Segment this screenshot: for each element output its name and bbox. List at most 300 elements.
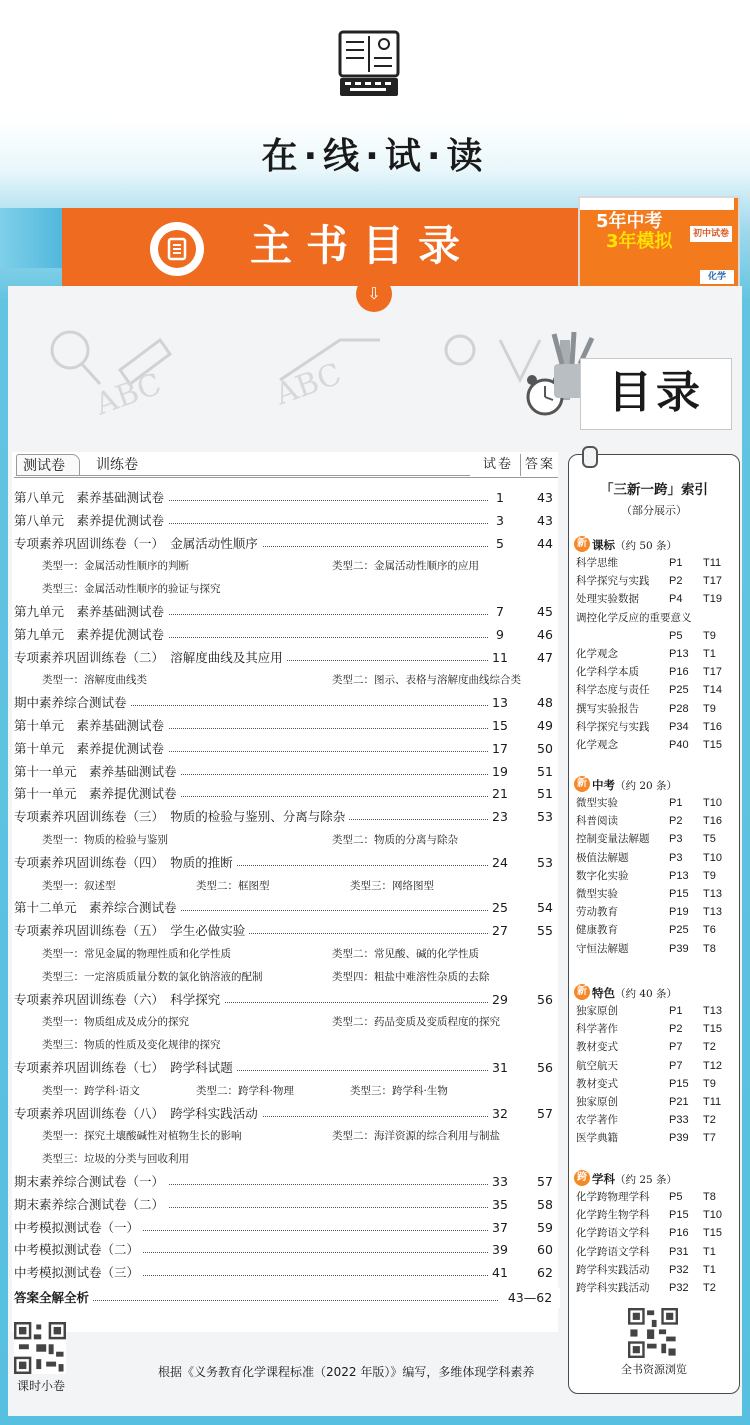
toc-row[interactable] xyxy=(14,1195,558,1215)
toc-row[interactable] xyxy=(14,1104,558,1124)
index-entry[interactable] xyxy=(576,885,736,903)
toc-row-paper-page: 13 xyxy=(488,693,512,713)
toc-row-paper-page: 32 xyxy=(488,1104,512,1124)
toc-row-answer-page: 59 xyxy=(537,1219,553,1235)
reading-device-icon xyxy=(336,28,412,100)
toc-row-answer-page: 56 xyxy=(537,991,553,1007)
index-entry-question: T16 xyxy=(703,720,722,733)
toc-row-answer-page: 62 xyxy=(537,1265,553,1281)
index-entry[interactable] xyxy=(576,1188,736,1206)
index-subtitle: （部分展示） xyxy=(621,504,687,517)
toc-row-answer-page: 45 xyxy=(537,604,553,619)
toc-subtype-line xyxy=(14,1081,558,1101)
toc-row-answer-page: 44 xyxy=(537,535,553,551)
toc-row-paper-page: 31 xyxy=(488,1058,512,1078)
index-entry[interactable] xyxy=(576,554,736,572)
toc-row-title: 中考模拟测试卷（三） xyxy=(14,1263,143,1283)
index-entry-page: P3 xyxy=(669,851,683,864)
index-entry-question: T1 xyxy=(703,1245,716,1258)
toc-row-answer-page: 60 xyxy=(537,1242,553,1258)
toc-row-answer-page: 49 xyxy=(537,718,553,733)
index-entry[interactable] xyxy=(576,1206,736,1224)
toc-row[interactable] xyxy=(14,762,558,782)
section-name: 中考 xyxy=(592,778,615,792)
toc-subtype: 类型一：物质的检验与鉴别 xyxy=(42,834,168,846)
index-entry[interactable] xyxy=(576,645,736,663)
toc-row-title: 中考模拟测试卷（一） xyxy=(14,1218,143,1238)
index-entry[interactable] xyxy=(576,1038,736,1056)
toc-row-paper-page: 35 xyxy=(488,1195,512,1215)
toc-subtype: 类型三：物质的性质及变化规律的探究 xyxy=(42,1039,221,1052)
toc-row[interactable] xyxy=(14,1263,558,1283)
index-entry[interactable] xyxy=(576,1224,736,1242)
index-entry-name: 科普阅读 xyxy=(576,815,618,828)
toc-row-title: 第八单元 素养提优测试卷 xyxy=(14,511,168,531)
index-entry-question: T8 xyxy=(703,942,716,955)
index-entry[interactable] xyxy=(576,609,736,627)
index-entry-question: T13 xyxy=(703,888,722,900)
index-entry-page: P3 xyxy=(669,833,683,846)
toc-subtype: 类型三：一定溶质质量分数的氯化钠溶液的配制 xyxy=(42,970,263,983)
toc-subtype: 类型一：跨学科·语文 xyxy=(42,1084,140,1097)
toc-row-title: 期末素养综合测试卷（二） xyxy=(14,1195,168,1215)
index-entry-page: P16 xyxy=(669,666,689,679)
toc-subtype: 类型一：常见金属的物理性质和化学性质 xyxy=(42,948,231,960)
section-count: （约 25 条） xyxy=(615,1174,678,1186)
index-entry-question: T9 xyxy=(703,702,716,715)
toc-heading: 目录 xyxy=(608,367,704,418)
index-entry[interactable] xyxy=(576,903,736,921)
toc-row-title: 专项素养巩固训练卷（七） 跨学科试题 xyxy=(14,1058,237,1078)
toc-row-paper-page: 39 xyxy=(488,1240,512,1260)
toc-row-title: 第十一单元 素养基础测试卷 xyxy=(14,762,181,782)
toc-row[interactable] xyxy=(14,921,558,941)
index-entry-page: P1 xyxy=(669,797,683,809)
index-entry-name: 撰写实验报告 xyxy=(576,702,639,715)
toc-row[interactable] xyxy=(14,898,558,918)
index-entry-page: P28 xyxy=(669,702,689,715)
toc-row[interactable] xyxy=(14,807,558,827)
book-brand: 5年中考 xyxy=(596,211,663,232)
toc-row-title: 专项素养巩固训练卷（四） 物质的推断 xyxy=(14,853,237,873)
index-entry[interactable] xyxy=(576,718,736,736)
index-entry[interactable] xyxy=(576,940,736,958)
toc-row-title: 专项素养巩固训练卷（二） 溶解度曲线及其应用 xyxy=(14,648,287,668)
toc-row-title: 中考模拟测试卷（二） xyxy=(14,1240,143,1260)
index-entry-page: P40 xyxy=(669,739,689,751)
section-badge: 跨 xyxy=(574,1170,590,1186)
index-entry-page: P5 xyxy=(669,629,683,642)
toc-subtype-line xyxy=(14,1012,558,1032)
toc-row-paper-page: 3 xyxy=(488,511,512,531)
index-entry-name: 独家原创 xyxy=(576,1096,618,1108)
toc-subtype: 类型三：金属活动性顺序的验证与探究 xyxy=(42,583,221,596)
index-entry-page: P7 xyxy=(669,1041,683,1054)
section-count: （约 20 条） xyxy=(615,780,678,792)
index-entry[interactable] xyxy=(576,812,736,830)
index-entry-page: P2 xyxy=(669,575,683,588)
toc-row[interactable] xyxy=(14,602,558,622)
toc-row-title: 第十单元 素养提优测试卷 xyxy=(14,739,168,759)
index-entry-name: 微型实验 xyxy=(576,888,618,900)
index-entry-question: T2 xyxy=(703,1114,716,1127)
toc-row[interactable] xyxy=(14,784,558,804)
index-entry[interactable] xyxy=(576,1111,736,1129)
toc-row-paper-page: 19 xyxy=(488,762,512,782)
toc-row-title: 专项素养巩固训练卷（五） 学生必做实验 xyxy=(14,921,249,941)
index-entry-question: T10 xyxy=(703,851,722,864)
qr-right-label: 全书资源浏览 xyxy=(621,1363,687,1376)
index-entry-question: T11 xyxy=(703,557,722,569)
toc-subtype: 类型三：垃圾的分类与回收利用 xyxy=(42,1153,189,1166)
index-entry-name: 化学观念 xyxy=(576,739,618,751)
doodle-background-decoration xyxy=(30,310,570,440)
section-badge: 新 xyxy=(574,536,590,552)
index-entry-question: T19 xyxy=(703,593,722,606)
index-entry-name: 医学典籍 xyxy=(576,1132,618,1145)
answer-key-range: 43—62 xyxy=(500,1288,560,1308)
toc-row[interactable] xyxy=(14,1172,558,1192)
index-entry-name: 健康教育 xyxy=(576,924,618,937)
index-entry[interactable] xyxy=(576,572,736,590)
index-entry[interactable] xyxy=(576,1057,736,1075)
toc-row[interactable] xyxy=(14,511,558,531)
toc-row-answer-page: 53 xyxy=(537,809,553,825)
toc-row[interactable] xyxy=(14,739,558,759)
toc-row-title: 第十单元 素养基础测试卷 xyxy=(14,716,168,736)
section-badge: 新 xyxy=(574,776,590,792)
toc-row[interactable] xyxy=(14,1240,558,1260)
index-entry-name: 教材变式 xyxy=(576,1077,618,1090)
section-count: （约 40 条） xyxy=(615,988,678,1000)
toc-row-paper-page: 25 xyxy=(488,898,512,918)
section-name: 课标 xyxy=(592,538,615,552)
index-entry[interactable] xyxy=(576,681,736,699)
index-entry-name: 化学跨语文学科 xyxy=(576,1227,650,1240)
index-entry-name: 跨学科实践活动 xyxy=(576,1282,650,1294)
toc-row[interactable] xyxy=(14,693,558,713)
toc-row-answer-page: 53 xyxy=(537,854,553,870)
index-entry-name: 控制变量法解题 xyxy=(576,833,650,846)
toc-row-paper-page: 15 xyxy=(488,716,512,736)
toc-row-title: 第十一单元 素养提优测试卷 xyxy=(14,784,181,804)
index-section-header xyxy=(574,984,677,1002)
toc-row-paper-page: 37 xyxy=(488,1218,512,1238)
index-entry[interactable] xyxy=(576,700,736,718)
index-entry-page: P33 xyxy=(669,1114,689,1127)
toc-subtype: 类型二：框图型 xyxy=(196,879,270,892)
toc-row-answer-page: 57 xyxy=(537,1105,553,1121)
toc-row-answer-page: 55 xyxy=(537,923,553,939)
toc-row-paper-page: 27 xyxy=(488,921,512,941)
toc-subtype-line xyxy=(14,876,558,896)
index-entry-question: T10 xyxy=(703,797,722,809)
toc-subtype-line xyxy=(14,830,558,850)
index-entry-page: P39 xyxy=(669,1132,689,1145)
index-entry-question: T2 xyxy=(703,1282,716,1294)
index-entry-question: T14 xyxy=(703,684,722,697)
index-entry-page: P32 xyxy=(669,1282,689,1294)
index-entry-question: T2 xyxy=(703,1041,716,1054)
toc-subtype: 类型一：物质组成及成分的探究 xyxy=(42,1016,189,1029)
toc-row-paper-page: 1 xyxy=(488,488,512,508)
index-section-header xyxy=(574,1170,677,1188)
index-entry-question: T1 xyxy=(703,648,716,660)
index-entry-page: P4 xyxy=(669,593,683,606)
index-entry[interactable] xyxy=(576,1002,736,1020)
toc-subtype: 类型二：药品变质及变质程度的探究 xyxy=(332,1016,500,1029)
toc-subtype-line xyxy=(14,1149,558,1169)
index-entry-name: 守恒法解题 xyxy=(576,942,629,955)
toc-row-title: 第十二单元 素养综合测试卷 xyxy=(14,898,181,918)
index-entry-name: 教材变式 xyxy=(576,1041,618,1054)
toc-row-title: 专项素养巩固训练卷（三） 物质的检验与鉴别、分离与除杂 xyxy=(14,807,349,827)
index-entry[interactable] xyxy=(576,794,736,812)
index-entry-name: 化学科学本质 xyxy=(576,666,639,679)
toc-subtype: 类型三：网络图型 xyxy=(350,879,434,892)
book-tag: 初中试卷 xyxy=(690,226,732,242)
book-list-icon-inner xyxy=(158,230,196,268)
toc-row-paper-page: 41 xyxy=(488,1263,512,1283)
toc-row-paper-page: 7 xyxy=(488,602,512,622)
index-entry-question: T12 xyxy=(703,1059,722,1072)
index-entry-name: 数字化实验 xyxy=(576,869,629,882)
index-entry-name: 化学跨物理学科 xyxy=(576,1191,650,1203)
main-toc-banner-title: 主书目录 xyxy=(250,221,475,270)
toc-subtype: 类型二：图示、表格与溶解度曲线综合类 xyxy=(332,674,521,687)
toc-subtype-line xyxy=(14,967,558,987)
index-entry-question: T1 xyxy=(703,1263,716,1276)
section-name: 学科 xyxy=(592,1172,615,1186)
chevron-down-icon: ⇩ xyxy=(356,276,392,312)
index-entry-question: T9 xyxy=(703,1077,716,1090)
column-header-paper: 试卷 xyxy=(482,457,513,472)
toc-subtype: 类型四：粗盐中难溶性杂质的去除 xyxy=(332,970,490,983)
toc-row[interactable] xyxy=(14,853,558,873)
index-entry-question: T17 xyxy=(703,575,722,588)
index-entry-name: 劳动教育 xyxy=(576,906,618,919)
index-entry-name: 农学著作 xyxy=(576,1114,618,1127)
index-entry-page: P16 xyxy=(669,1227,689,1240)
index-entry-name: 化学跨生物学科 xyxy=(576,1209,650,1222)
index-entry-page: P1 xyxy=(669,1005,683,1017)
index-entry-name: 处理实验数据 xyxy=(576,593,639,606)
toc-row-title: 第九单元 素养基础测试卷 xyxy=(14,602,168,622)
toc-subtype-line xyxy=(14,670,558,690)
tab-test-papers[interactable]: 测试卷 xyxy=(16,454,80,476)
toc-row-paper-page: 5 xyxy=(488,534,512,554)
index-entry-page: P2 xyxy=(669,1023,683,1036)
index-entry-page: P15 xyxy=(669,1077,689,1090)
index-entry-page: P31 xyxy=(669,1245,689,1258)
index-entry-name: 科学态度与责任 xyxy=(576,684,650,697)
clip-icon xyxy=(582,446,598,468)
index-entry[interactable] xyxy=(576,1129,736,1147)
toc-subtype-line xyxy=(14,1126,558,1146)
index-entry-name: 独家原创 xyxy=(576,1005,618,1017)
toc-row-title: 专项素养巩固训练卷（八） 跨学科实践活动 xyxy=(14,1104,262,1124)
column-header-answer: 答案 xyxy=(520,454,559,476)
index-section-header xyxy=(574,536,677,554)
toc-row-paper-page: 9 xyxy=(488,625,512,645)
banner-left-tab xyxy=(0,208,62,268)
qr-code-lesson-quiz[interactable] xyxy=(14,1322,66,1374)
index-entry[interactable] xyxy=(576,1261,736,1279)
index-entry-name: 化学跨语文学科 xyxy=(576,1245,650,1258)
index-entry-page: P25 xyxy=(669,924,689,937)
toc-row-answer-page: 58 xyxy=(537,1196,553,1212)
qr-left-label: 课时小卷 xyxy=(16,1379,65,1393)
index-entry-question: T15 xyxy=(703,1227,722,1240)
toc-row-title: 期中素养综合测试卷 xyxy=(14,693,131,713)
toc-row-answer-page: 56 xyxy=(537,1060,553,1075)
toc-subtype: 类型一：金属活动性顺序的判断 xyxy=(42,560,189,573)
toc-row-title: 第八单元 素养基础测试卷 xyxy=(14,488,168,508)
index-entry-question: T13 xyxy=(703,906,722,919)
toc-row[interactable] xyxy=(14,534,558,554)
toc-subtype: 类型一：叙述型 xyxy=(42,879,116,892)
index-entry[interactable] xyxy=(576,830,736,848)
toc-subtype-line xyxy=(14,1035,558,1055)
toc-row-paper-page: 29 xyxy=(488,990,512,1010)
toc-row-answer-page: 50 xyxy=(537,740,553,756)
index-entry-question: T5 xyxy=(703,833,716,846)
index-entry-name: 极值法解题 xyxy=(576,851,629,864)
toc-row-paper-page: 17 xyxy=(488,739,512,759)
toc-subtype: 类型二：金属活动性顺序的应用 xyxy=(332,560,479,573)
toc-subtype: 类型一：溶解度曲线类 xyxy=(42,674,147,687)
index-entry-page: P5 xyxy=(669,1191,683,1203)
index-entry-page: P2 xyxy=(669,815,683,828)
index-entry-page: P1 xyxy=(669,557,683,569)
index-entry-page: P39 xyxy=(669,942,689,955)
toc-row-answer-page: 51 xyxy=(537,786,553,802)
index-entry-page: P32 xyxy=(669,1263,689,1276)
index-entry[interactable] xyxy=(576,590,736,608)
index-entry-question: T15 xyxy=(703,1023,722,1036)
toc-subtype: 类型二：跨学科·物理 xyxy=(196,1084,294,1097)
index-entry-page: P13 xyxy=(669,648,689,660)
toc-row-paper-page: 24 xyxy=(488,853,512,873)
toc-row-title: 第九单元 素养提优测试卷 xyxy=(14,625,168,645)
toc-row[interactable] xyxy=(14,716,558,736)
index-entry[interactable] xyxy=(576,1075,736,1093)
toc-subtype-line xyxy=(14,944,558,964)
index-entry[interactable] xyxy=(576,663,736,681)
header-divider xyxy=(14,477,558,478)
index-entry-question: T11 xyxy=(703,1096,722,1108)
index-entry[interactable] xyxy=(576,627,736,645)
index-entry-question: T6 xyxy=(703,924,716,937)
index-entry-page: P7 xyxy=(669,1059,683,1072)
index-entry-question: T7 xyxy=(703,1132,716,1145)
index-entry-question: T13 xyxy=(703,1005,722,1017)
toc-row-answer-page: 48 xyxy=(537,695,553,711)
index-entry-question: T15 xyxy=(703,739,722,751)
index-entry[interactable] xyxy=(576,1020,736,1038)
index-section-header xyxy=(574,776,677,794)
footer-note: 根据《义务教育化学课程标准（2022 年版）》编写，多维体现学科素养 xyxy=(158,1365,535,1379)
index-entry-page: P34 xyxy=(669,720,689,733)
qr-code-book-resources[interactable] xyxy=(628,1308,678,1358)
answer-key-row[interactable] xyxy=(14,1288,558,1308)
index-entry-name: 航空航天 xyxy=(576,1059,618,1072)
tab-training-papers[interactable]: 训练卷 xyxy=(80,454,470,476)
index-entry-question: T9 xyxy=(703,629,716,642)
index-entry-question: T17 xyxy=(703,666,722,679)
section-count: （约 50 条） xyxy=(615,540,678,552)
index-entry[interactable] xyxy=(576,1093,736,1111)
index-entry-page: P19 xyxy=(669,906,689,919)
toc-row-answer-page: 43 xyxy=(537,490,553,505)
index-title: 「三新一跨」索引 xyxy=(600,482,708,498)
index-entry-page: P15 xyxy=(669,1209,689,1222)
toc-subtype: 类型二：海洋资源的综合利用与制盐 xyxy=(332,1130,500,1143)
index-entry[interactable] xyxy=(576,736,736,754)
index-entry-page: P25 xyxy=(669,684,689,697)
toc-row[interactable] xyxy=(14,488,558,508)
online-preview-title: 在·线·试·读 xyxy=(261,136,489,177)
toc-subtype-line xyxy=(14,556,558,576)
index-entry[interactable] xyxy=(576,867,736,885)
index-entry-name: 科学思维 xyxy=(576,557,618,569)
index-entry[interactable] xyxy=(576,921,736,939)
toc-row-answer-page: 57 xyxy=(537,1174,553,1189)
toc-subtype: 类型三：跨学科·生物 xyxy=(350,1084,448,1097)
toc-row-title: 期末素养综合测试卷（一） xyxy=(14,1172,168,1192)
svg-text:ABC: ABC xyxy=(270,356,346,413)
index-entry[interactable] xyxy=(576,849,736,867)
toc-row-paper-page: 11 xyxy=(488,648,512,668)
toc-row[interactable] xyxy=(14,625,558,645)
index-entry-name: 微型实验 xyxy=(576,797,618,809)
section-badge: 新 xyxy=(574,984,590,1000)
index-entry-page: P13 xyxy=(669,869,689,882)
index-entry-question: T10 xyxy=(703,1209,722,1222)
book-subtitle: 3年模拟 xyxy=(606,231,673,252)
toc-row[interactable] xyxy=(14,990,558,1010)
index-entry-name: 科学探究与实践 xyxy=(576,575,650,588)
toc-row[interactable] xyxy=(14,1218,558,1238)
toc-row-title: 专项素养巩固训练卷（六） 科学探究 xyxy=(14,990,224,1010)
index-entry-name: 科学著作 xyxy=(576,1023,618,1036)
toc-row[interactable] xyxy=(14,648,558,668)
toc-row-answer-page: 47 xyxy=(537,649,553,665)
index-entry-name: 跨学科实践活动 xyxy=(576,1263,650,1276)
index-entry-name: 调控化学反应的重要意义 xyxy=(576,611,692,624)
index-entry-page: P21 xyxy=(669,1096,689,1108)
index-entry-page: P15 xyxy=(669,888,689,900)
toc-row-paper-page: 33 xyxy=(488,1172,512,1192)
book-cover-top-strip xyxy=(580,198,734,210)
toc-row-paper-page: 23 xyxy=(488,807,512,827)
index-entry-name: 科学探究与实践 xyxy=(576,720,650,733)
section-name: 特色 xyxy=(592,986,615,1000)
index-entry[interactable] xyxy=(576,1243,736,1261)
index-entry-question: T8 xyxy=(703,1191,716,1203)
book-subject: 化学 xyxy=(700,270,734,284)
answer-key-title: 答案全解全析 xyxy=(14,1288,93,1308)
toc-row-answer-page: 43 xyxy=(537,512,553,528)
toc-row-paper-page: 21 xyxy=(488,784,512,804)
toc-row-answer-page: 46 xyxy=(537,626,553,642)
svg-text:ABC: ABC xyxy=(90,366,166,423)
index-entry[interactable] xyxy=(576,1279,736,1297)
toc-subtype: 类型二：物质的分离与除杂 xyxy=(332,834,458,846)
index-entry-name: 化学观念 xyxy=(576,648,618,660)
toc-row-answer-page: 54 xyxy=(537,900,553,916)
toc-row[interactable] xyxy=(14,1058,558,1078)
